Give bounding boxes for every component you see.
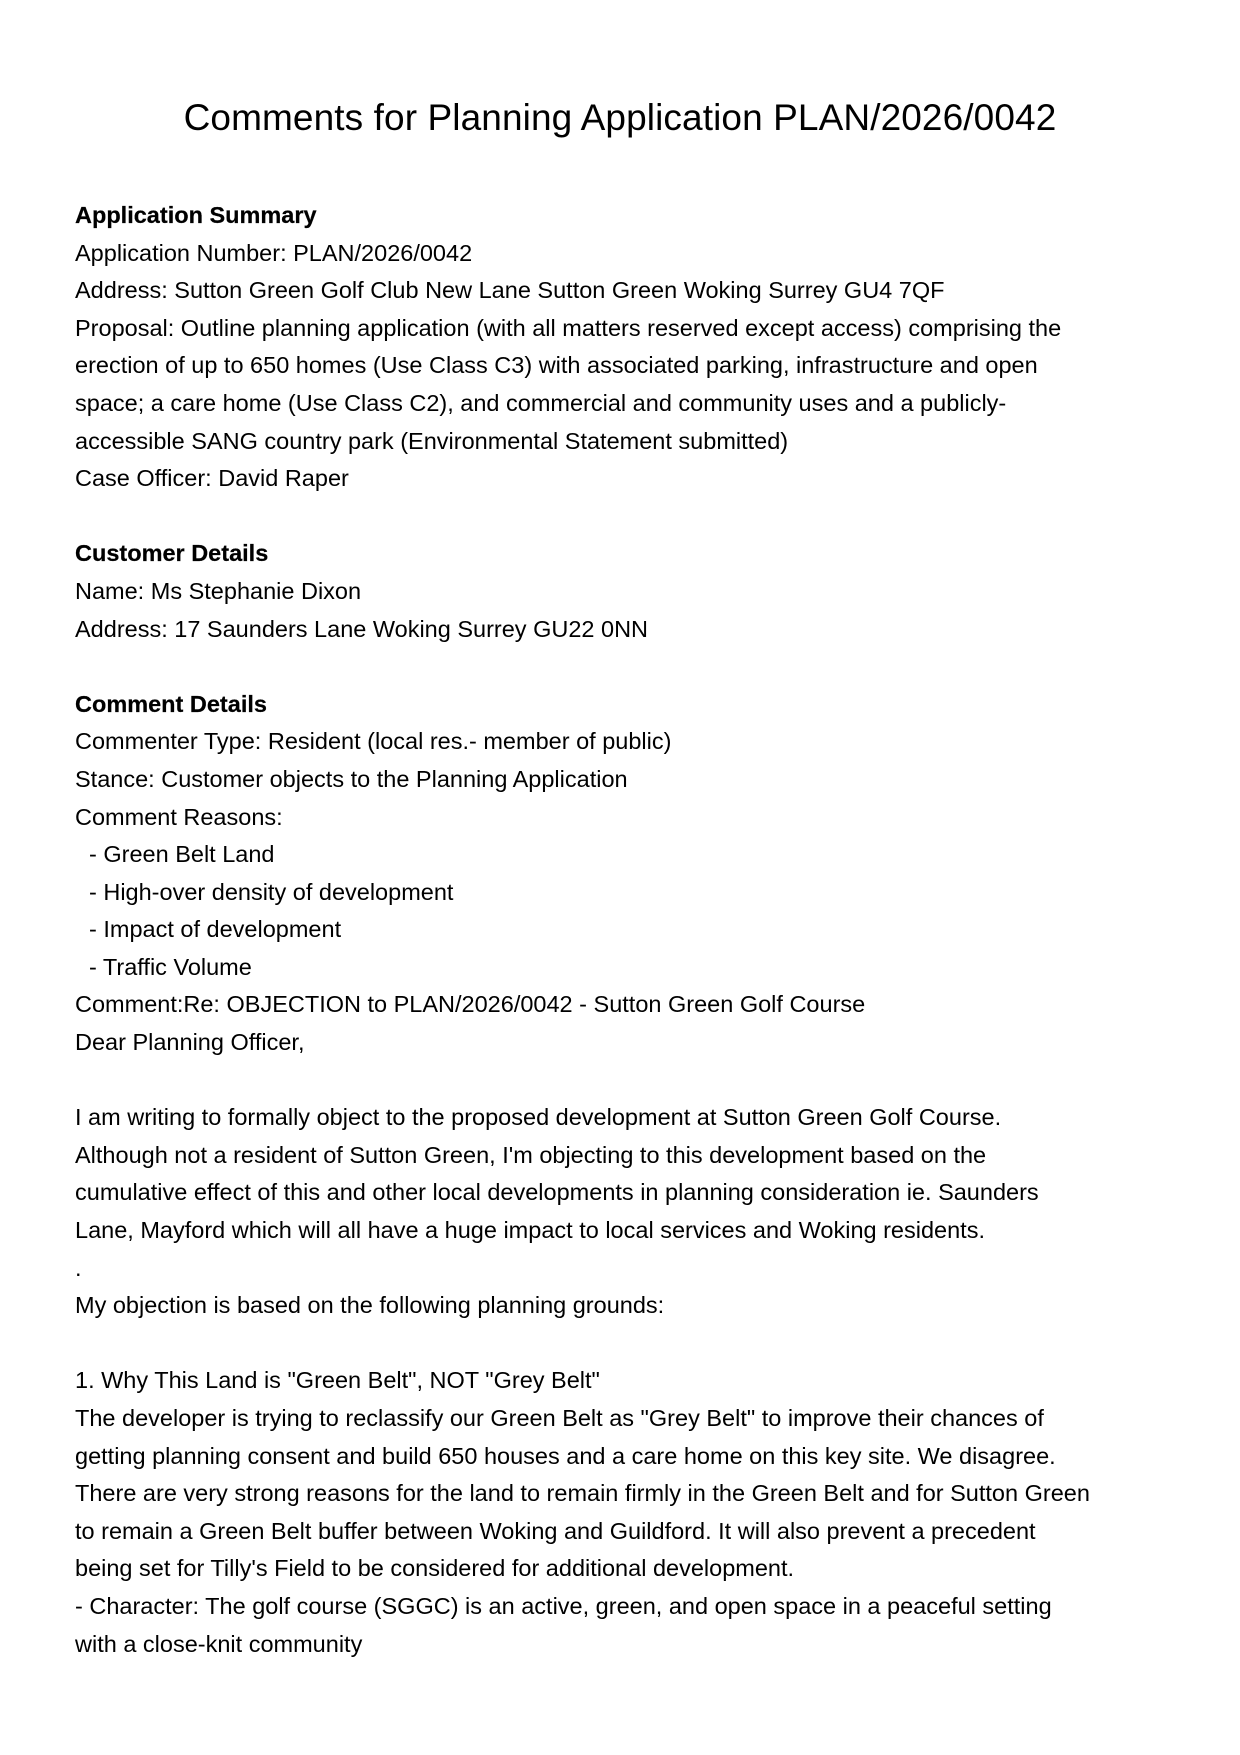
proposal-line: space; a care home (Use Class C2), and commercial and community uses and a publicly- (75, 389, 1007, 416)
customer-details-section (75, 535, 1175, 648)
proposal-line: accessible SANG country park (Environmental Statement submitted) (75, 427, 789, 454)
document-body (75, 197, 1175, 1663)
point-1-line: getting planning consent and build 650 houses and a care home on this key site. We disagree. (75, 1442, 1056, 1469)
customer-details-heading: Customer Details (75, 540, 269, 567)
paragraph-spacer (75, 1062, 1175, 1100)
stance: Stance: Customer objects to the Planning Application (75, 765, 628, 792)
document-title: Comments for Planning Application PLAN/2026/0042 (183, 97, 1057, 138)
point-1-title: 1. Why This Land is "Green Belt", NOT "Grey Belt" (75, 1367, 600, 1394)
comment-reason-item: - Green Belt Land (89, 841, 275, 868)
paragraph-spacer (75, 1325, 1175, 1363)
comment-details-section (75, 686, 1175, 1663)
intro-line: Lane, Mayford which will all have a huge impact to local services and Woking residents. (75, 1217, 985, 1244)
point-1-line: The developer is trying to reclassify our Green Belt as "Grey Belt" to improve their chances of (75, 1405, 1044, 1431)
dot-line: . (75, 1254, 82, 1281)
proposal-line: Proposal: Outline planning application (with all matters reserved except access) comprising the (75, 314, 1062, 341)
comment-reasons-label: Comment Reasons: (75, 803, 283, 830)
comment-reason-item: - Impact of development (89, 916, 342, 943)
proposal-line: erection of up to 650 homes (Use Class C3) with associated parking, infrastructure and open (75, 352, 1038, 379)
case-officer: Case Officer: David Raper (75, 465, 349, 492)
salutation: Dear Planning Officer, (75, 1029, 305, 1056)
section-spacer (75, 648, 1175, 686)
comment-details-heading: Comment Details (75, 690, 267, 717)
commenter-type: Commenter Type: Resident (local res.- member of public) (75, 728, 672, 755)
application-summary-section (75, 197, 1175, 498)
intro-line: cumulative effect of this and other local developments in planning consideration ie. Saunders (75, 1179, 1039, 1206)
application-number: Application Number: PLAN/2026/0042 (75, 239, 473, 266)
point-1-line: There are very strong reasons for the land to remain firmly in the Green Belt and for Sutton Green (75, 1480, 1090, 1507)
grounds-intro: My objection is based on the following planning grounds: (75, 1292, 665, 1319)
comment-reason-item: - High-over density of development (89, 878, 454, 905)
section-spacer (75, 498, 1175, 536)
character-line: with a close-knit community (75, 1630, 363, 1657)
comment-subject: Comment:Re: OBJECTION to PLAN/2026/0042 - Sutton Green Golf Course (75, 991, 866, 1018)
point-1-line: to remain a Green Belt buffer between Woking and Guildford. It will also prevent a precedent (75, 1517, 1036, 1544)
intro-line: I am writing to formally object to the proposed development at Sutton Green Golf Course. (75, 1104, 1002, 1131)
comment-reason-item: - Traffic Volume (89, 953, 252, 980)
point-1-line: being set for Tilly's Field to be considered for additional development. (75, 1555, 795, 1582)
application-summary-heading: Application Summary (75, 202, 317, 228)
character-line: - Character: The golf course (SGGC) is an active, green, and open space in a peaceful setting (75, 1592, 1052, 1619)
application-address: Address: Sutton Green Golf Club New Lane Sutton Green Woking Surrey GU4 7QF (75, 277, 945, 304)
intro-line: Although not a resident of Sutton Green, I'm objecting to this development based on the (75, 1141, 987, 1168)
customer-name: Name: Ms Stephanie Dixon (75, 577, 362, 604)
customer-address: Address: 17 Saunders Lane Woking Surrey GU22 0NN (75, 615, 649, 642)
